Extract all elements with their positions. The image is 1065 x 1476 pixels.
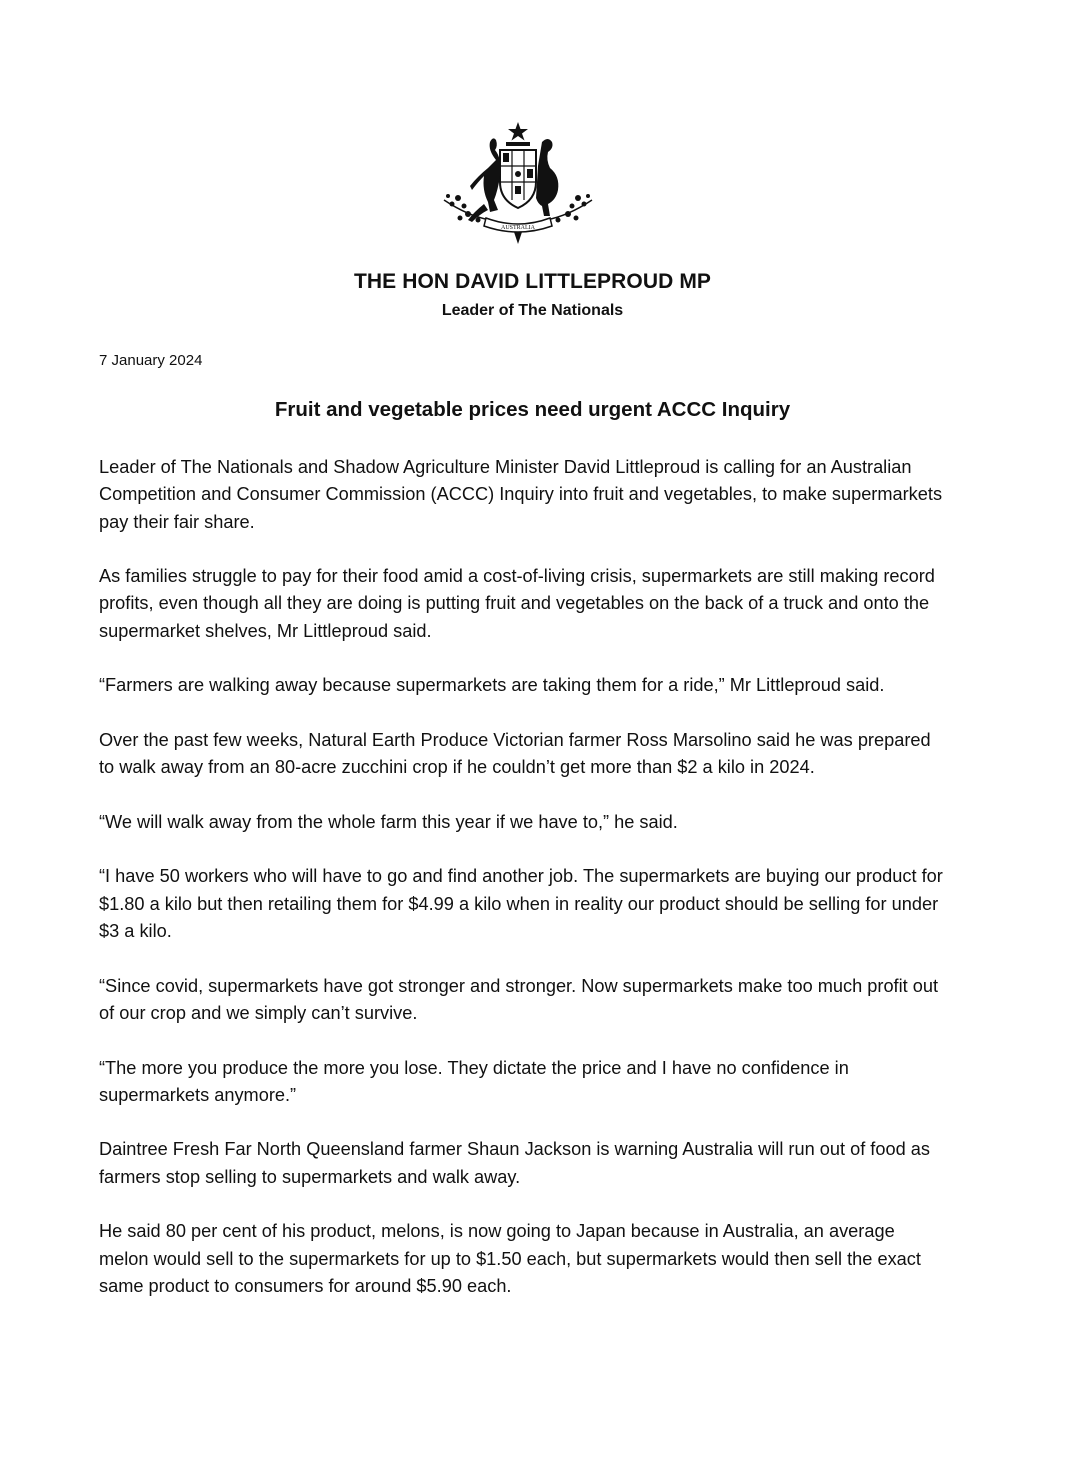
crest-scroll-text: AUSTRALIA: [501, 225, 535, 231]
body-text: [99, 454, 949, 1328]
paragraph: Daintree Fresh Far North Queensland farmer Shaun Jackson is warning Australia will run out of food as farmers stop selling to supermarkets and walk away.: [99, 1139, 930, 1187]
mp-name: THE HON DAVID LITTLEPROUD MP: [353, 270, 712, 293]
paragraph: He said 80 per cent of his product, melons, is now going to Japan because in Australia, an average melon would sell to the supermarkets for up to $1.50 each, but supermarkets would then sell the exact same product to consumers for around $5.90 each.: [99, 1221, 921, 1296]
mp-role: Leader of The Nationals: [441, 302, 624, 319]
paragraph: “I have 50 workers who will have to go and find another job. The supermarkets are buying our product for $1.80 a kilo but then retailing them for $4.99 a kilo when in reality our product should be selling for under $3 a kilo.: [99, 866, 943, 942]
release-date: 7 January 2024: [99, 352, 203, 369]
paragraph: “Since covid, supermarkets have got stronger and stronger. Now supermarkets make too much profit out of our crop and we simply can’t survive.: [99, 975, 939, 1023]
paragraph: Leader of The Nationals and Shadow Agriculture Minister David Littleproud is calling for an Australian Competition and Consumer Commission (ACCC) Inquiry into fruit and vegetables, to make supermarkets pay their fair share.: [99, 457, 943, 532]
headline: Fruit and vegetable prices need urgent ACCC Inquiry: [274, 398, 791, 421]
paragraph: “We will walk away from the whole farm this year if we have to,” he said.: [99, 811, 678, 832]
coat-of-arms-icon: [438, 120, 598, 245]
paragraph: “The more you produce the more you lose. They dictate the price and I have no confidence in supermarkets anymore.”: [99, 1057, 849, 1105]
paragraph: “Farmers are walking away because supermarkets are taking them for a ride,” Mr Littleproud said.: [99, 675, 885, 696]
paragraph: As families struggle to pay for their food amid a cost-of-living crisis, supermarkets are still making record profits, even though all they are doing is putting fruit and vegetables on the back of a truck and onto the supermarket shelves, Mr Littleproud said.: [99, 566, 935, 641]
paragraph: Over the past few weeks, Natural Earth Produce Victorian farmer Ross Marsolino said he was prepared to walk away from an 80-acre zucchini crop if he couldn’t get more than $2 a kilo in 2024.: [99, 729, 931, 778]
